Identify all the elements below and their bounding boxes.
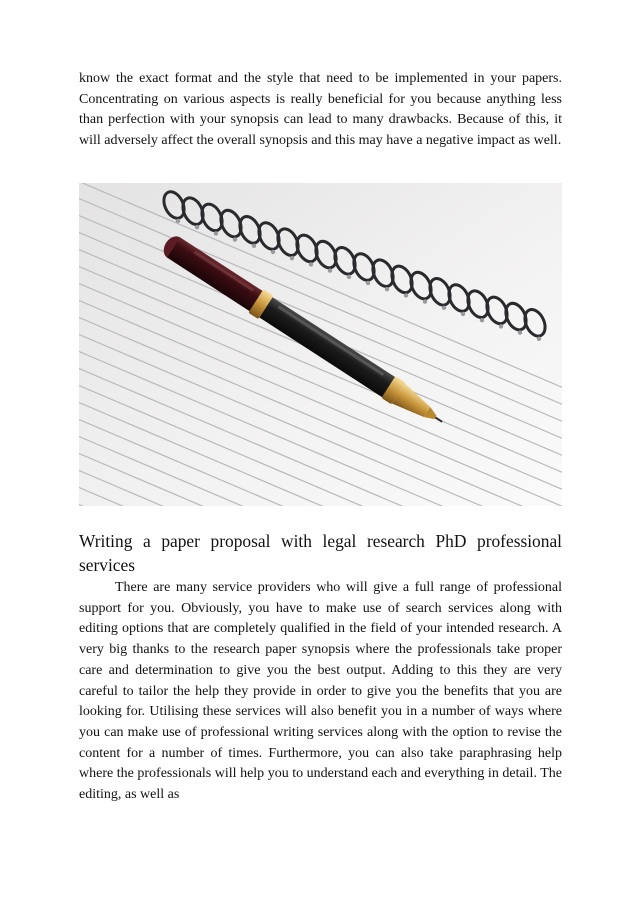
pen-notebook-illustration <box>79 183 562 506</box>
intro-paragraph: know the exact format and the style that need to be implemented in your papers. Concentrating on various aspects is really beneficial for you because anything less than perfection with your synopsis can lead to many drawbacks. Because of this, it will adversely affect the overall synopsis and this may have a negative impact as well. <box>79 71 562 149</box>
spiral-hole <box>233 237 237 241</box>
spiral-hole <box>366 281 370 285</box>
body-paragraph: There are many service providers who will give a full range of professional support for you. Obviously, you have to make use of search services along with editing options that are completely qualified in the field of your intended research. A very big thanks to the research paper synopsis where the professionals take proper care and determination to give you the best output. Adding to this they are very careful to tailor the help they provide in order to give you the benefits that you are looking for. Utilising these services will also benefit you in a number of ways where you can make use of professional writing services along with the option to revise the content for a number of times. Furthermore, you can also take paraphrasing help where the professionals will help you to understand each and everything in detail. The editing, as well as <box>79 580 562 803</box>
spiral-hole <box>328 268 332 272</box>
spiral-hole <box>214 231 218 235</box>
spiral-hole <box>499 324 503 328</box>
spiral-hole <box>537 337 541 341</box>
spiral-hole <box>480 318 484 322</box>
spiral-hole <box>309 262 313 266</box>
spiral-hole <box>442 306 446 310</box>
spiral-hole <box>271 250 275 254</box>
pen-notebook-photo <box>79 183 562 506</box>
spiral-hole <box>461 312 465 316</box>
spiral-hole <box>404 293 408 297</box>
spiral-hole <box>195 225 199 229</box>
spiral-hole <box>518 330 522 334</box>
section-heading: Writing a paper proposal with legal research PhD professional services <box>79 531 562 575</box>
spiral-hole <box>176 219 180 223</box>
spiral-hole <box>347 275 351 279</box>
spiral-hole <box>252 244 256 248</box>
spiral-hole <box>423 299 427 303</box>
spiral-hole <box>385 287 389 291</box>
spiral-hole <box>290 256 294 260</box>
